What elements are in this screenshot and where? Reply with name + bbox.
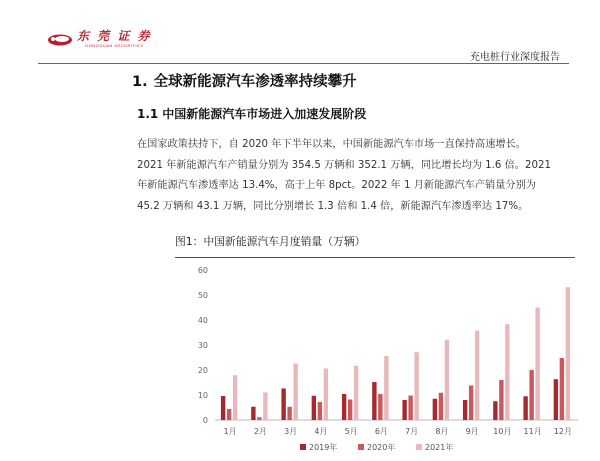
monthly-sales-chart [170,258,600,461]
paragraph-line: 年新能源汽车渗透率达 13.4%，高于上年 8pct。2022 年 1 月新能源汽车产销量分别为 [137,180,536,191]
logo-english-text: DONGGUAN SECURITIES [85,43,144,48]
paragraph-line: 在国家政策扶持下，自 2020 年下半年以来，中国新能源汽车市场一直保持高速增长。 [137,139,526,150]
bar-2019年 [312,396,316,420]
bar-2021年 [233,375,237,420]
bar-2019年 [523,396,527,420]
x-tick-label: 11月 [523,427,542,436]
bar-2019年 [281,389,285,421]
bar-2021年 [445,340,449,420]
x-tick-label: 1月 [223,427,237,436]
x-tick-label: 8月 [435,427,449,436]
subsection-number: 1.1 [137,107,159,121]
bar-2020年 [227,409,231,420]
bar-2020年 [499,380,503,420]
section-title: 全球新能源汽车渗透率持续攀升 [153,74,357,90]
x-tick-label: 2月 [253,427,267,436]
bar-2021年 [324,369,328,421]
bar-2020年 [348,400,352,421]
x-tick-label: 4月 [314,427,328,436]
bar-2021年 [475,331,479,420]
legend-swatch [416,444,422,450]
bar-2021年 [505,324,509,420]
bar-2020年 [257,417,261,420]
figure-caption: 图1：中国新能源汽车月度销量（万辆） [175,235,366,248]
y-tick-label: 40 [197,316,208,325]
legend-label: 2020年 [367,443,396,452]
bar-2021年 [293,364,297,421]
bar-2020年 [287,407,291,420]
paragraph-line: 2021 年新能源汽车产销量分别为 354.5 万辆和 352.1 万辆，同比增长均为 1.6 倍。2021 [137,159,551,171]
bar-2019年 [402,400,406,420]
bar-2021年 [263,393,267,421]
bar-2020年 [469,386,473,421]
x-tick-label: 5月 [344,427,358,436]
section-number: 1. [132,74,148,90]
bar-2020年 [378,394,382,420]
bar-2019年 [554,379,558,420]
subsection-heading [137,105,366,122]
bar-2021年 [566,287,570,420]
page-header [0,0,600,66]
subsection-title: 中国新能源汽车市场进入加速发展阶段 [162,107,367,121]
bar-2021年 [414,352,418,420]
bar-2021年 [384,356,388,420]
bar-2019年 [433,399,437,420]
y-tick-label: 0 [202,416,208,425]
bar-2021年 [354,366,358,420]
bar-2019年 [251,407,255,420]
logo-mark-icon [47,31,73,47]
bar-2020年 [318,402,322,420]
bar-2019年 [493,401,497,420]
header-divider [38,63,569,64]
y-tick-label: 20 [197,366,208,375]
bar-2020年 [529,370,533,420]
y-tick-label: 60 [197,266,208,275]
section-heading [132,70,357,91]
bar-2020年 [439,393,443,420]
legend-label: 2021年 [425,443,454,452]
x-tick-label: 12月 [553,427,572,436]
x-tick-label: 7月 [405,427,419,436]
bar-2019年 [342,394,346,420]
paragraph-line: 45.2 万辆和 43.1 万辆，同比分别增长 1.3 倍和 1.4 倍，新能源汽车渗透率达 17%。 [137,200,529,212]
report-type-label: 充电桩行业深度报告 [470,52,560,63]
body-paragraph [137,135,577,217]
x-tick-label: 3月 [284,427,298,436]
y-tick-label: 30 [197,341,208,350]
company-logo [47,30,152,48]
legend-swatch [358,444,364,450]
y-tick-label: 10 [197,391,208,400]
logo-chinese-text: 东 莞 证 券 [77,29,152,43]
bar-2021年 [535,308,539,421]
x-tick-label: 6月 [374,427,388,436]
bar-2019年 [463,400,467,420]
x-tick-label: 10月 [493,427,512,436]
bar-2020年 [560,358,564,420]
y-tick-label: 50 [197,291,208,300]
bar-2019年 [372,382,376,420]
x-tick-label: 9月 [465,427,479,436]
legend-label: 2019年 [309,443,338,452]
bar-2019年 [221,396,225,420]
legend-swatch [300,444,306,450]
bar-2020年 [408,396,412,421]
